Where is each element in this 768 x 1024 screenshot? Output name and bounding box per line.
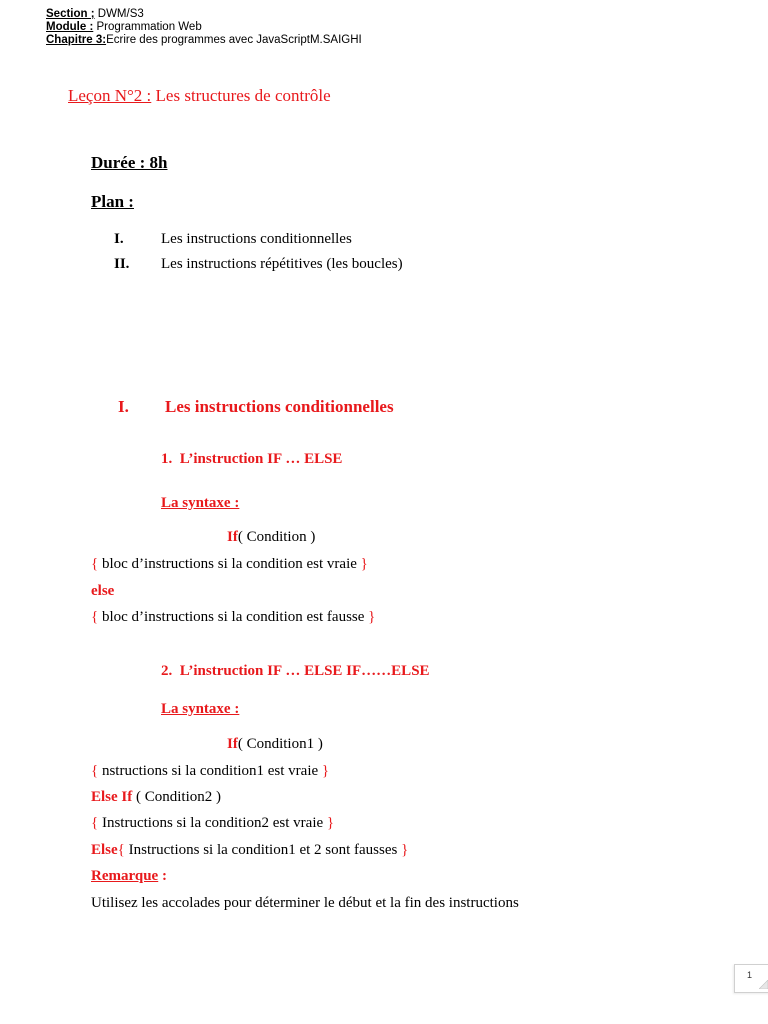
sub-2-elseif-line: [91, 789, 221, 806]
sub-1-true-block: [91, 556, 368, 573]
remarque-text: Utilisez les accolades pour déterminer le début et la fin des instructions: [91, 895, 519, 911]
open-brace: {: [91, 815, 99, 831]
header-section-line: [46, 8, 144, 21]
open-brace: {: [91, 609, 99, 625]
header-module-line: [46, 21, 202, 34]
sub-2-if-keyword: If: [227, 736, 238, 752]
sub-1-true-text: bloc d’instructions si la condition est vraie: [98, 556, 361, 572]
close-brace: }: [321, 763, 330, 779]
sub-2-block-1: [91, 763, 329, 780]
open-brace: {: [91, 556, 99, 572]
chapitre-value: Ecrire des programmes avec JavaScriptM.SAIGHI: [106, 34, 362, 46]
header-chapitre-line: [46, 34, 362, 47]
close-brace: }: [360, 556, 368, 572]
lesson-label: Leçon N°2 :: [68, 86, 152, 105]
sub-2-syntax-label: La syntaxe :: [161, 701, 240, 717]
sub-1-if-condition: ( Condition ): [237, 529, 316, 545]
open-brace: {: [91, 763, 99, 779]
plan-item-1-text: Les instructions conditionnelles: [161, 231, 352, 247]
sub-2-if-line: [227, 736, 323, 753]
sub-2-if-condition: ( Condition1 ): [237, 736, 323, 752]
sub-1-if-line: [227, 529, 315, 546]
plan-item-2-num: II.: [114, 256, 130, 272]
module-label: Module :: [46, 21, 94, 33]
sub-2-elseif-condition: ( Condition2 ): [132, 789, 221, 805]
duree-heading: Durée : 8h: [91, 153, 168, 172]
sub-2-elseif-keyword: Else If: [91, 789, 133, 805]
plan-item-2-text: Les instructions répétitives (les boucles): [161, 256, 403, 272]
sub-1-heading: [161, 451, 342, 468]
close-brace: }: [368, 609, 376, 625]
sub-2-title: L’instruction IF … ELSE IF……ELSE: [179, 663, 430, 679]
plan-item-1-num: I.: [114, 231, 124, 247]
section-label: Section ;: [46, 8, 95, 20]
chapitre-label: Chapitre 3:: [46, 34, 107, 46]
sub-1-num: 1.: [161, 451, 173, 467]
remarque-label: Remarque: [91, 868, 159, 884]
sub-2-else-line: [91, 842, 408, 859]
lesson-title: [68, 86, 331, 106]
close-brace: }: [401, 842, 409, 858]
sub-1-syntax-label: La syntaxe :: [161, 495, 240, 511]
module-value: Programmation Web: [93, 21, 202, 33]
sub-1-false-block: [91, 609, 375, 626]
section-value: DWM/S3: [94, 8, 144, 20]
sub-1-false-text: bloc d’instructions si la condition est fausse: [98, 609, 369, 625]
sub-2-num: 2.: [161, 663, 173, 679]
sub-1-if-keyword: If: [227, 529, 238, 545]
sub-2-block-2: [91, 815, 334, 832]
sub-2-block-3-text: Instructions si la condition1 et 2 sont fausses: [124, 842, 402, 858]
sub-1-else-keyword: else: [91, 583, 115, 599]
sub-2-heading: [161, 663, 430, 680]
sub-2-block-1-text: nstructions si la condition1 est vraie: [98, 763, 322, 779]
open-brace: {: [117, 842, 125, 858]
sub-2-block-2-text: Instructions si la condition2 est vraie: [98, 815, 327, 831]
page-number-box: [734, 964, 768, 993]
close-brace: }: [326, 815, 335, 831]
page-curl-icon: [759, 980, 768, 989]
lesson-title-text: Les structures de contrôle: [151, 86, 331, 105]
remarque-heading: [91, 868, 167, 885]
section-1-title: Les instructions conditionnelles: [165, 397, 394, 416]
section-1-num: I.: [118, 397, 129, 416]
page-number: 1: [747, 970, 753, 980]
sub-2-else-keyword: Else: [91, 842, 118, 858]
remarque-colon: :: [158, 868, 167, 884]
sub-1-title: L’instruction IF … ELSE: [179, 451, 343, 467]
plan-heading: Plan :: [91, 192, 134, 211]
